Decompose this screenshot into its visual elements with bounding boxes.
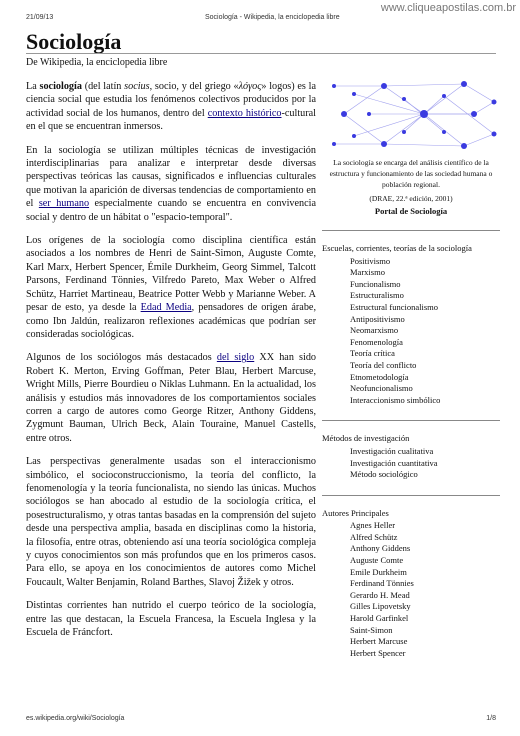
paragraph-sociologists: Algunos de los sociólogos más destacados del siglo XX han sido Robert K. Merton, Erving Goffman, Peter Blau, Herbert Marcuse, Wright Mills, Pierre Bourdieu o Niklas Luhmann. En la actualidad, los análisis y estudios más innovadores de los comportamientos sociales corren a cargo de autores como George Ritzer, Anthony Giddens, Zygmunt Bauman, Ulrich Beck, Alain Touraine, Manuel Castells, entre otros.	[26, 352, 317, 444]
print-page-title: Sociología - Wikipedia, la enciclopedia libre	[205, 14, 340, 21]
paragraph-perspectives: Las perspectivas generalmente usadas son el interaccionismo simbólico, el socioconstruccionismo, la teoría del conflicto, la fenomenología y la teoría funcionalista, no siendo las únicas. Muchos sociólogos se han abocado al estudio de la sociología crítica, el posestructuralismo, y otras tantas basadas en la comprensión del sujeto desde una perspectiva amplia, basada en disciplinas como la historia, la filosofía, entre otras, obteniendo así una teoría sociológica compleja y cuyos conocimientos son más profundos que en los primeros casos. Para ello, se apoya en los conocimientos de autores como Michel Foucault, Walter Benjamin, Roland Barthes, Slavoj Žižek y otros.	[26, 456, 316, 588]
school-item[interactable]: Interaccionismo simbólico	[350, 394, 441, 405]
footer-url: es.wikipedia.org/wiki/Sociología	[26, 715, 125, 722]
author-item[interactable]: Ferdinand Tönnies	[350, 578, 414, 589]
author-item[interactable]: Herbert Marcuse	[350, 636, 408, 647]
method-item[interactable]: Investigación cuantitativa	[350, 457, 438, 468]
article-title: Sociología	[26, 29, 122, 54]
link-del-siglo[interactable]: del siglo	[216, 352, 255, 364]
schools-title: Escuelas, corrientes, teorías de la sociología	[322, 243, 472, 253]
paragraph-techniques: En la sociología se utilizan múltiples técnicas de investigación interdisciplinarias para analizar e interpretar desde diversas perspectivas teóricas las causas, significados e influencias culturales que motivan la aparición de diversas tendencias de comportamiento en el ser humano especialmente cuando se encuentra en convivencia social y dentro de un hábitat o "espacio-temporal".	[26, 144, 317, 223]
link-contexto-historico[interactable]: contexto histórico	[207, 107, 282, 119]
school-item[interactable]: Funcionalismo	[350, 278, 401, 289]
school-item[interactable]: Estructuralismo	[350, 290, 404, 301]
paragraph-intro: La sociología (del latín socius, socio, y del griego «λóγος» logos) es la ciencia social que estudia los fenómenos colectivos producidos por la actividad social de los humanos, dentro del contexto histórico-cultural en el que se encuentran inmersos.	[26, 81, 316, 133]
school-item[interactable]: Neofuncionalismo	[350, 383, 413, 394]
watermark: www.cliqueapostilas.com.br	[380, 2, 516, 14]
school-item[interactable]: Etnometodología	[350, 371, 409, 382]
page-number: 1/8	[486, 715, 496, 722]
methods-box	[322, 420, 500, 480]
network-image	[324, 74, 500, 154]
author-item[interactable]: Harold Garfinkel	[350, 613, 409, 624]
schools-box	[322, 230, 500, 406]
school-item[interactable]: Positivismo	[350, 255, 391, 266]
portal-link[interactable]: Portal de Sociología	[374, 206, 448, 216]
school-item[interactable]: Teoría crítica	[350, 348, 395, 359]
methods-title: Métodos de investigación	[322, 433, 410, 444]
author-item[interactable]: Agnes Heller	[350, 520, 396, 531]
authors-title: Autores Principales	[322, 507, 389, 518]
link-edad-media[interactable]: Edad Media	[140, 302, 192, 314]
author-item[interactable]: Emile Durkheim	[350, 566, 407, 577]
school-item[interactable]: Marxismo	[350, 267, 385, 278]
method-item[interactable]: Investigación cualitativa	[350, 445, 434, 456]
title-divider	[26, 53, 496, 54]
article-body	[26, 80, 316, 649]
paragraph-currents: Distintas corrientes han nutrido el cuerpo teórico de la sociología, entre las que destacan, la Escuela Francesa, la Escuela Inglesa y la Escuela de Fráncfort.	[26, 600, 316, 639]
author-item[interactable]: Herbert Spencer	[350, 647, 406, 658]
school-item[interactable]: Antipositivismo	[350, 313, 405, 324]
school-item[interactable]: Fenomenología	[350, 336, 403, 347]
drae-reference: (DRAE, 22.ª edición, 2001)	[369, 194, 453, 203]
school-item[interactable]: Estructural funcionalismo	[350, 301, 439, 312]
author-item[interactable]: Gerardo H. Mead	[350, 589, 410, 600]
link-ser-humano[interactable]: ser humano	[38, 198, 90, 210]
authors-box	[322, 495, 500, 660]
print-date: 21/09/13	[26, 14, 54, 21]
article-subtitle: De Wikipedia, la enciclopedia libre	[26, 57, 168, 68]
author-item[interactable]: Alfred Schütz	[350, 531, 398, 542]
author-item[interactable]: Auguste Comte	[350, 555, 404, 566]
author-item[interactable]: Anthony Giddens	[350, 543, 411, 554]
author-item[interactable]: Saint-Simon	[350, 624, 393, 635]
print-footer	[26, 715, 496, 722]
method-item[interactable]: Método sociológico	[350, 469, 418, 480]
paragraph-origins: Los orígenes de la sociología como disciplina científica están asociados a los nombres de Henri de Saint-Simon, Auguste Comte, Karl Marx, Herbert Spencer, Émile Durkheim, Georg Simmel, Talcott Parsons, Ferdinand Tönnies, Vilfredo Pareto, Max Weber o Alfred Schütz, Harriet Martineau, Beatrice Potter Webb y Marianne Weber. A pesar de esto, ya desde la Edad Media, pensadores de origen árabe, como Ibn Jaldún, realizaron reflexiones académicas que podrían ser consideradas sociológicas.	[26, 235, 316, 340]
image-caption: La sociología se encarga del análisis científico de la estructura y funcionamiento de las sociedad humana o población regional.	[329, 158, 493, 189]
school-item[interactable]: Teoría del conflicto	[350, 359, 417, 370]
author-item[interactable]: Gilles Lipovetsky	[350, 601, 411, 612]
infobox	[322, 74, 500, 659]
school-item[interactable]: Neomarxismo	[350, 325, 399, 336]
